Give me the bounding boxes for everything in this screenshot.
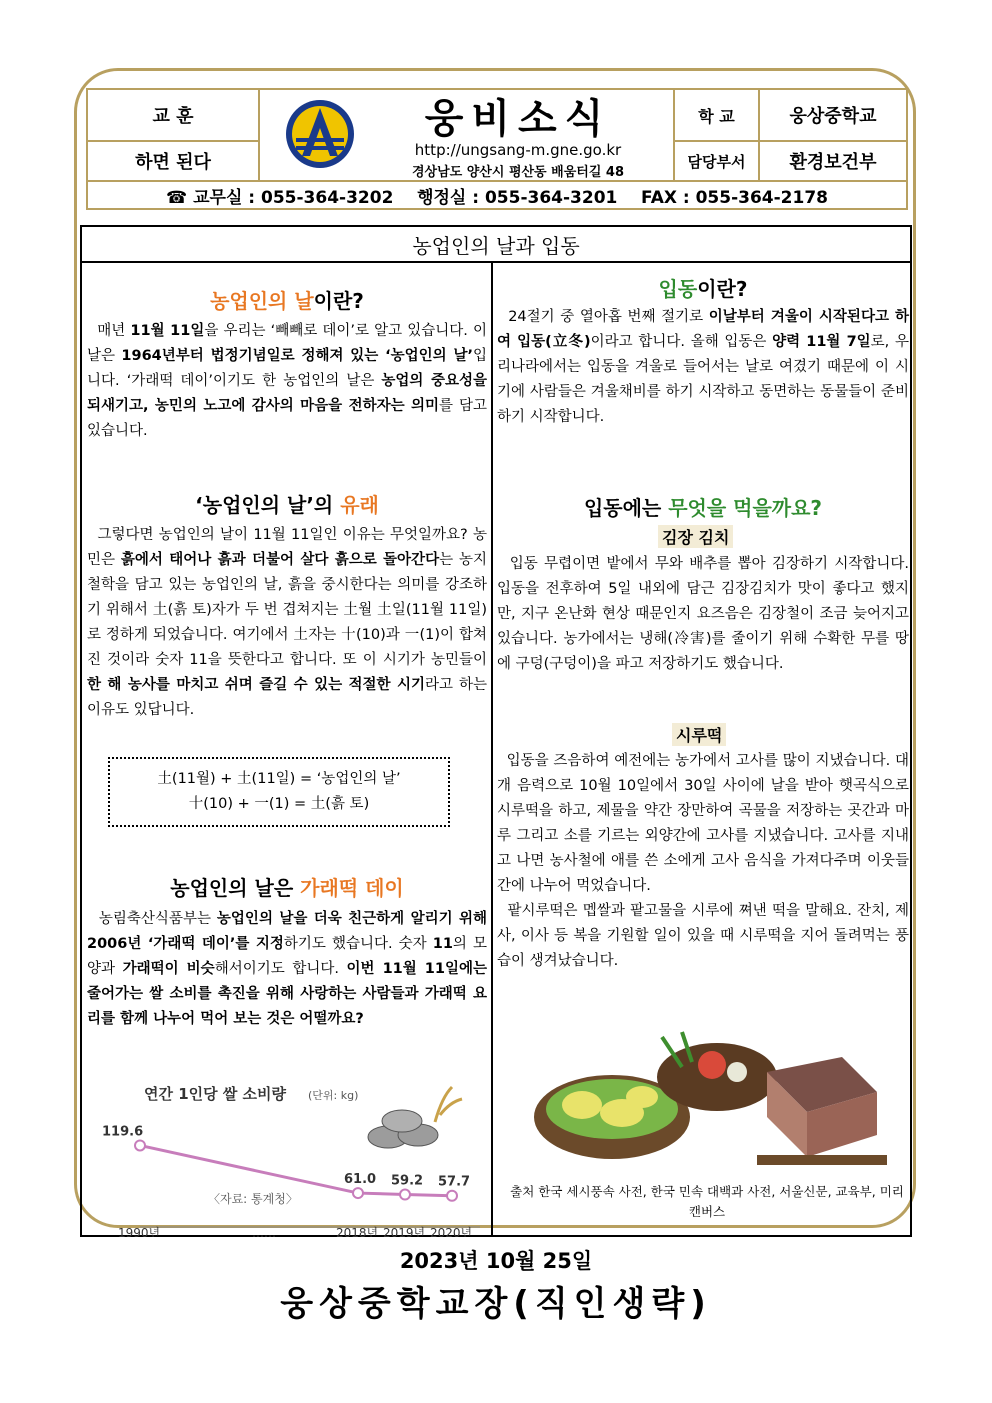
x-tick-label: 2020년 xyxy=(430,1226,473,1237)
school-label: 학 교 xyxy=(698,106,735,126)
rice-bags-icon xyxy=(368,1087,462,1148)
x-tick-label: 2018년 xyxy=(336,1226,379,1237)
issue-date: 2023년 10월 25일 xyxy=(399,1249,593,1273)
right-paragraph-3: 입동을 즈음하여 예전에는 농가에서 고사를 많이 지냈습니다. 대개 음력으로 10월 10일에서 30일 사이에 날을 받아 햇곡식으로 시루떡을 하고, 제물을 약간 장만하여 곡물을 저장하는 곳간과 마루 그리고 소를 기르는 외양간에 고사를 지냈습니다. 고사를 지내고 나면 농사철에 애를 쓴 소에게 고사 음식을 가져다주며 이웃들 간에 나누어 먹었습니다. 팥시루떡은 멥쌀과 팥고물을 시루에 쪄낸 떡을 말해요. 잔치, 제사, 이사 등 복을 기원할 일이 있을 때 시루떡을 지어 돌려먹는 풍습이 생겨났습니다. xyxy=(497,753,909,969)
motto-value: 하면 된다 xyxy=(135,152,211,173)
principal-signature: 웅상중학교장(직인생략) xyxy=(280,1284,712,1324)
right-paragraph-1: 24절기 중 열아홉 번째 절기로 이날부터 겨울이 시작된다고 하여 입동(立冬)이라고 합니다. 올해 입동은 양력 11월 7일로, 우리나라에서는 입동을 겨울로 들어서는 날로 여겼기 때문에 이 시기에 사람들은 겨울채비를 하기 시작하고 동면하는 동물들이 준비하기 시작합니다. xyxy=(497,309,910,425)
school-address: 경상남도 양산시 평산동 배움터길 48 xyxy=(411,164,624,180)
formula-box xyxy=(108,757,450,827)
dept-value: 환경보건부 xyxy=(789,152,877,173)
school-logo-icon xyxy=(284,98,356,170)
school-value: 웅상중학교 xyxy=(789,106,877,127)
left-heading-2: ‘농업인의 날’의 유래 xyxy=(195,493,379,517)
right-heading-1: 입동이란? xyxy=(658,277,748,301)
x-tick-label: …… xyxy=(252,1226,276,1237)
newsletter-header xyxy=(86,88,908,210)
formula-line-2: 十(10) + 一(1) = 土(흙 토) xyxy=(188,796,370,812)
main-article xyxy=(80,225,912,1237)
left-heading-1: 농업인의 날이란? xyxy=(210,289,364,313)
left-paragraph-3: 농림축산식품부는 농업인의 날을 더욱 친근하게 알리기 위해 2006년 ‘가래떡 데이’를 지정하기도 했습니다. 숫자 11의 모양과 가래떡이 비슷해서이기도 합니다. 이번 11월 11일에는 줄어가는 쌀 소비를 촉진을 위해 사랑하는 사람들과 가래떡 요리를 함께 나누어 먹어 보는 것은 어떨까요? xyxy=(87,911,488,1027)
dept-label: 담당부서 xyxy=(687,152,746,171)
formula-line-1: 土(11월) + 土(11일) = ‘농업인의 날’ xyxy=(157,771,401,787)
left-paragraph-2: 그렇다면 농업인의 날이 11월 11일인 이유는 무엇일까요? 농민은 흙에서 태어나 흙과 더불어 살다 흙으로 돌아간다는 농지 철학을 담고 있는 농업인의 날, 흙을 중시한다는 의미를 강조하기 위해서 土(흙 토)자가 두 번 겹쳐지는 土월 土일(11월 11일)로 정하게 되었습니다. 여기에서 土자는 十(10)과 一(1)이 합쳐진 것이라 숫자 11을 뜻한다고 합니다. 또 이 시기가 농민들이 한 해 농사를 마치고 쉬며 즐길 수 있는 적절한 시기라고 하는 이유도 있답니다. xyxy=(87,527,487,718)
data-point xyxy=(135,1140,145,1150)
motto-label: 교 훈 xyxy=(152,106,194,127)
data-point xyxy=(447,1191,457,1201)
image-source: 출처 한국 세시풍속 사전, 한국 민속 대백과 사전, 서울신문, 교육부, 미리 캔버스 xyxy=(510,1184,904,1219)
x-tick-label: 2019년 xyxy=(383,1226,426,1237)
chart-source: 〈자료: 통계청〉 xyxy=(208,1192,298,1206)
data-point xyxy=(400,1190,410,1200)
right-heading-2: 입동에는 무엇을 먹을까요? xyxy=(583,496,823,520)
data-label: 57.7 xyxy=(438,1174,471,1190)
rice-consumption-chart xyxy=(100,1077,490,1237)
siru-subheading: 시루떡 xyxy=(672,723,726,746)
x-tick-label: 1990년 xyxy=(118,1226,161,1237)
data-label: 119.6 xyxy=(102,1124,144,1140)
chart-title: 연간 1인당 쌀 소비량 xyxy=(144,1085,287,1103)
data-label: 61.0 xyxy=(344,1172,377,1188)
right-paragraph-2: 입동 무렵이면 밭에서 무와 배추를 뽑아 김장하기 시작합니다. 입동을 전후하여 5일 내외에 담근 김장김치가 맛이 좋다고 했지만, 지구 온난화 현상 때문인지 요즈음은 김장철이 조금 늦어지고 있습니다. 농가에서는 냉해(冷害)를 줄이기 위해 수확한 무를 땅에 구덩(구덩이)을 파고 저장하기도 했습니다. xyxy=(497,556,909,672)
kimchi-siru-illustration xyxy=(532,1017,902,1177)
left-heading-3: 농업인의 날은 가래떡 데이 xyxy=(170,876,404,900)
article-title: 농업인의 날과 입동 xyxy=(82,227,910,263)
school-url[interactable]: http://ungsang-m.gne.go.kr xyxy=(414,141,622,159)
data-point xyxy=(353,1188,363,1198)
left-paragraph-1: 매년 11월 11일을 우리는 ‘빼빼로 데이’로 알고 있습니다. 이날은 1964년부터 법정기념일로 정해져 있는 ‘농업인의 날’입니다. ‘가래떡 데이’이기도 한 농업인의 날은 농업의 중요성을 되새기고, 농민의 노고에 감사의 마음을 전하자는 의미를 담고 있습니다. xyxy=(87,323,488,439)
data-label: 59.2 xyxy=(391,1173,424,1189)
column-divider xyxy=(491,263,493,1235)
kimjang-subheading: 김장 김치 xyxy=(658,525,733,548)
newsletter-title: 웅비소식 xyxy=(424,95,612,142)
chart-unit: (단위: kg) xyxy=(308,1089,359,1102)
contact-line: ☎ 교무실 : 055-364-3202 행정실 : 055-364-3201 FAX : 055-364-2178 xyxy=(166,187,828,208)
